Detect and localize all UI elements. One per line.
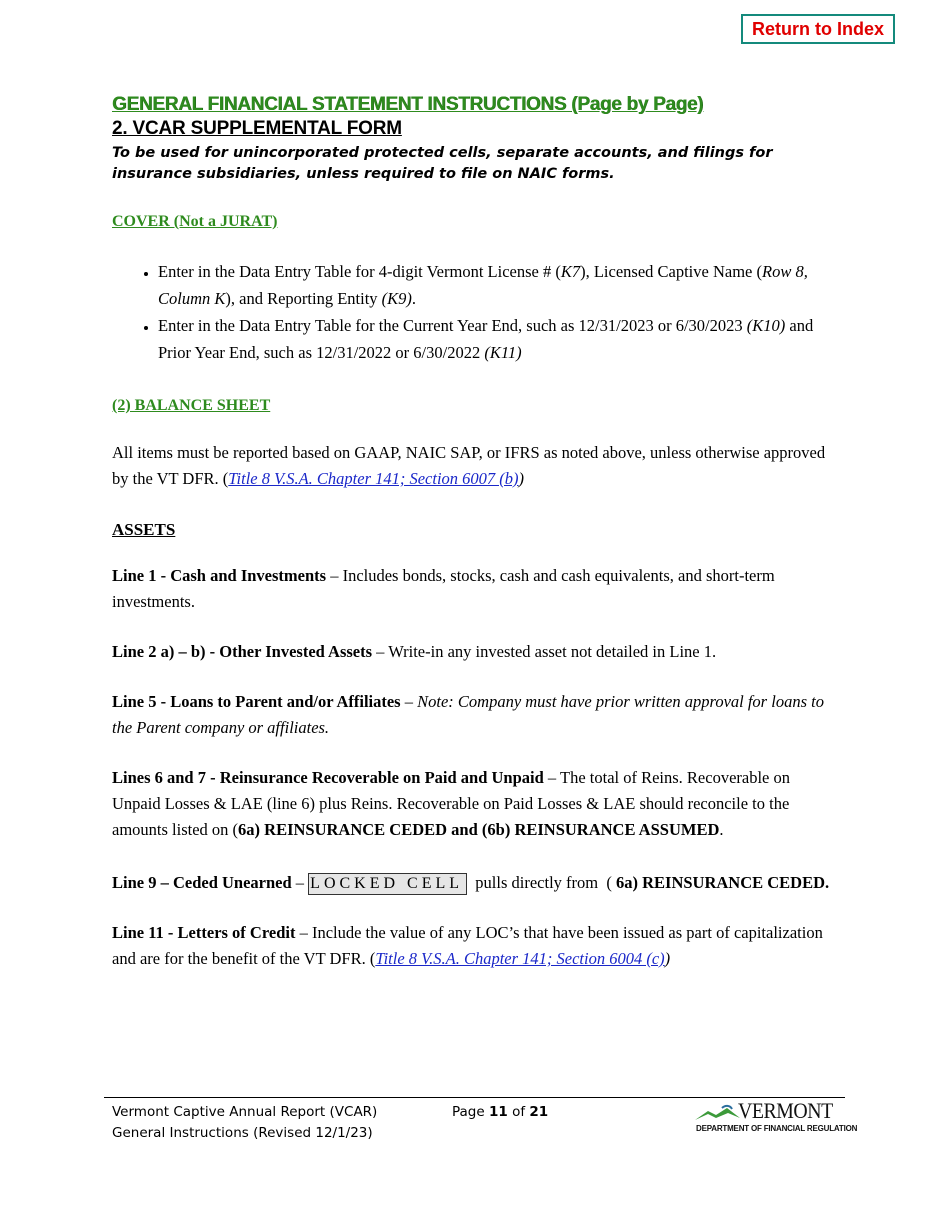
assets-heading: ASSETS — [112, 520, 176, 539]
cover-bullet-item — [158, 312, 834, 366]
paragraph-text: . — [719, 820, 724, 839]
lines-6-7-paragraph — [112, 765, 834, 843]
locked-cell-badge: LOCKED CELL — [308, 873, 467, 895]
vermont-dfr-logo — [694, 1098, 858, 1136]
bullet-text: and Prior Year End, such as 12/31/2022 or 6/30/2022 — [158, 316, 814, 362]
line5-paragraph — [112, 689, 834, 741]
paragraph-text: – — [400, 692, 418, 711]
page-title: GENERAL FINANCIAL STATEMENT INSTRUCTIONS (Page by Page) — [112, 94, 704, 115]
footer-report-info — [112, 1102, 377, 1144]
bullet-text: ), Licensed Captive Name ( — [580, 262, 762, 281]
cell-ref: (K11) — [484, 343, 522, 362]
page-content — [112, 90, 834, 972]
logo-subtitle: DEPARTMENT OF FINANCIAL REGULATION — [696, 1124, 858, 1133]
line1-paragraph — [112, 563, 834, 615]
paragraph-text: ) — [664, 949, 671, 968]
paragraph-text: All items must be reported based on GAAP, NAIC SAP, or IFRS as noted above, unless otherwise approved by the VT DFR. ( — [112, 443, 826, 488]
line-label: Lines 6 and 7 - Reinsurance Recoverable on Paid and Unpaid — [112, 768, 544, 787]
cell-ref: (K10) — [746, 316, 786, 335]
note-text: Note: Company must have prior written approval for loans to the Parent company or affiliates. — [112, 692, 824, 737]
mountain-icon — [694, 1102, 742, 1124]
paragraph-text: – — [291, 873, 309, 892]
line2-paragraph — [112, 639, 834, 665]
line-label: Line 9 – Ceded Unearned — [112, 873, 292, 892]
paragraph-text: pulls directly from ( — [467, 873, 616, 892]
form-reference: 6a) REINSURANCE CEDED and (6b) REINSURANCE ASSUMED — [238, 820, 720, 839]
bullet-text: Enter in the Data Entry Table for the Current Year End, such as 12/31/2023 or 6/30/2023 — [158, 316, 747, 335]
cell-ref: (K9) — [381, 289, 412, 308]
total-pages: 21 — [529, 1104, 549, 1120]
line-label: Line 2 a) – b) - Other Invested Assets — [112, 642, 373, 661]
form-subtitle: To be used for unincorporated protected cells, separate accounts, and filings for insurance subsidiaries, unless required to file on NAIC forms. — [112, 145, 773, 182]
line-label: Line 11 - Letters of Credit — [112, 923, 296, 942]
page-number — [452, 1102, 548, 1123]
paragraph-text: – The total of Reins. Recoverable on Unpaid Losses & LAE (line 6) plus Reins. Recoverable on Paid Losses & LAE should reconcile to the amounts listed on ( — [112, 768, 791, 839]
form-reference: 6a) REINSURANCE CEDED. — [615, 873, 830, 892]
line-label: Line 1 - Cash and Investments — [112, 566, 327, 585]
statute-link-6007[interactable]: Title 8 V.S.A. Chapter 141; Section 6007 (b) — [228, 469, 519, 488]
line11-paragraph — [112, 920, 834, 972]
cover-bullet-list — [112, 258, 834, 366]
page-label: of — [507, 1104, 530, 1120]
paragraph-text: – Includes bonds, stocks, cash and cash equivalents, and short-term investments. — [112, 566, 775, 611]
logo-wordmark: VERMONT — [738, 1098, 833, 1123]
line-label: Line 5 - Loans to Parent and/or Affiliates — [112, 692, 401, 711]
footer-report-title: Vermont Captive Annual Report (VCAR) — [112, 1104, 378, 1120]
cover-heading: COVER (Not a JURAT) — [112, 213, 278, 230]
line9-paragraph — [112, 870, 834, 896]
balance-sheet-heading: (2) BALANCE SHEET — [112, 397, 271, 414]
balance-sheet-paragraph — [112, 440, 834, 492]
statute-link-6004[interactable]: Title 8 V.S.A. Chapter 141; Section 6004 (c) — [375, 949, 665, 968]
bullet-text: ), and Reporting Entity — [225, 289, 382, 308]
page-label: Page — [452, 1104, 489, 1120]
return-to-index-button[interactable]: Return to Index — [741, 14, 895, 44]
cover-bullet-item — [158, 258, 834, 312]
footer-divider — [104, 1097, 845, 1098]
paragraph-text: ) — [518, 469, 525, 488]
footer-revision: General Instructions (Revised 12/1/23) — [112, 1125, 373, 1141]
current-page: 11 — [488, 1104, 508, 1120]
bullet-text: . — [411, 289, 417, 308]
bullet-text: Enter in the Data Entry Table for 4-digit Vermont License # ( — [158, 262, 561, 281]
form-title: 2. VCAR SUPPLEMENTAL FORM — [112, 118, 402, 139]
cell-ref: Row 8, Column K — [158, 262, 808, 308]
paragraph-text: – Write-in any invested asset not detailed in Line 1. — [372, 642, 717, 661]
cell-ref: K7 — [560, 262, 581, 281]
paragraph-text: – Include the value of any LOC’s that have been issued as part of capitalization and are for the benefit of the VT DFR. ( — [112, 923, 823, 968]
